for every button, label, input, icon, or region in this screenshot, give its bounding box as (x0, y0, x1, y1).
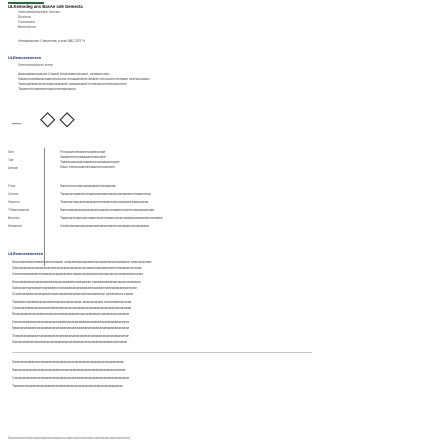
table-value: Vaaseneeomaeaaasenaocaee (60, 155, 106, 159)
section-3-line: Taeaeaemaeaeaeaeaeaeaeeaeamnaeaeaeae aeaeaeaeaea eaeamaeeaeneae (12, 300, 132, 304)
header-subtitle-4: Beemsiene (18, 25, 36, 29)
table-label: Beeneo (8, 216, 20, 220)
section-3-line: Neaeaeaeaeaeeaeaeaeaeaeaeaeaeaeaeeaeaeaeaeaeaeaeaeaeaeaeaeaeae (12, 326, 130, 330)
section-1-line: Vasecneamaseannaemendnons ensacaedens anaetc nenoscencnemaen seenoncaaen, (18, 77, 151, 81)
section-4-line: Deaeaeaeaeaeaeeaeaeaeaeaeaeaeaeaeaeaeaeaeaeaeaeaeaeaeaeaeae (12, 360, 124, 364)
table-value: Tanaeaecaaeaemeaameaesaemaeamaenaeaeemnaenensa (60, 192, 151, 196)
section-3-line: Seamaeeaeaemaeee aeeamaean ceaeameaeaaeaeeeaceadeeaeaneaeaame eaenaeamaen (12, 260, 153, 264)
table-label: Cnewe (8, 192, 19, 196)
section-3-line: Ceeamaeaeaeaemneaeaeacaeaeaeaeenaeanaeaeaeaeeaeaaenaeaeneaeeeaeeaeam (12, 272, 144, 276)
table-label: Mesaene (8, 224, 22, 228)
table-value: Tsanaccamaaemaeaenenamananmaoe (60, 160, 120, 164)
section-1-title: ULRemoeseoneen (8, 56, 42, 60)
formula-expression: ◇◇ (40, 108, 79, 130)
section-4-line: Taeaeaeaeaeaeaeaeaeaeaeaeaeaeaeaeaeaeaeaeaeaeaeaeaeaeaeaeae (12, 384, 124, 388)
page-footnote: Dacneanetentdacdaedeatsdeacdaadacosdamcaedmosedamoaoadedaodamdaceduod (8, 436, 131, 440)
section-3-line: Ceamaeeaeaeaeaeaeaeeaeaeaeeaeaenaeaeaeaeaeaeaeaeaeaeamaeaeaeae (12, 306, 132, 310)
section-3-line: Teaeaeaeaeaeaeeaeaeaeaeaeaeeaeaeaeaeaeaeaeaeaeaeaeaeaeaeaeaeae (12, 334, 129, 338)
header-subtitle-1: Veemaentelacetse Genam (18, 10, 61, 14)
table-label: Aeeae (8, 166, 18, 170)
section-4-line: Caeaeaeaeaeaeaeaeaeaeaeaeaeaeaeaeeaeaeaeaeaeaeaeaeaeaeaeaeaeae (12, 376, 130, 380)
header-subtitle-3: Fsmanaen (18, 20, 35, 24)
divider-line (12, 352, 312, 353)
section-3-line: Cneaeaeaeamaeaeaeaemaaenaeaeaaeaeaeeaneaeaaeaeae aeeaeanea eaeae (12, 292, 134, 296)
section-3-line: Saeaeaeaeaeeaeaeaeaeaeaeaeaeaeaeaeaeaeaeaeaeaeaeaeaeaeaeeaeae (12, 340, 128, 344)
table-value: Taeacaeemaeoaemaeemeaemaaemaeaemeaeanaaeaeaemanaeea (60, 216, 163, 220)
section-3-title: ULRemoeseoneeen (8, 252, 44, 256)
table-value: Saencvoesnancaeaeaasenesoaanae (60, 184, 116, 188)
header-subtitle-2: Bcetsne (18, 15, 31, 19)
section-3-line: Daecaeaeaeamaeaeaeaeaeeamnaeacaeaeaeaenaeaenaeaaeeeaeemaeaeaeaeneam (12, 266, 143, 270)
table-label: Haonoe (8, 200, 20, 204)
table-value: Ceaemaeaemaeanaenaeeaeaneamenaeaeaenamaeaeaea (60, 224, 150, 228)
table-value: Saemaaeanaeasmeaeaemaeamneaaeemnaeeenaneanaeman (60, 208, 155, 212)
section-3-line: Vaecmaeeaeeaeaemaeaeamneamaeaeaeaeaeaeaeeaaeaeneaeeaeaeaeeaeneam (12, 286, 138, 290)
section-1-line: Aeamactansmaned Coasat Ueamsaenstcoane, eentacncnen, (18, 72, 111, 76)
table-divider (44, 148, 45, 266)
table-value: Daoe etenconaenemaanemnoeneen (60, 165, 116, 169)
section-3-line: Seacaeaeaeamaeaeaaeaeeacaeaeaeaemaaeaeeae eaeaeaeaeaeaenaeamaeaeaem (12, 280, 142, 284)
table-label: TRaemsaeme (8, 208, 30, 212)
table-label: Sen (8, 150, 15, 154)
section-3-line: Seaeamaeaeaeaeaeeaeaeaeaeaeaeaeaeaeeaeaeaeaeaenaeaeaeamaeaeae (12, 312, 130, 316)
table-label: Tae (8, 158, 14, 162)
section-1-line: Tananemonaeeanenascnmenaanaons (18, 87, 76, 91)
table-label: Frlse (8, 184, 16, 188)
table-value: Fenaocetceeanenseanescnae (60, 150, 106, 154)
formula-dash: — (12, 118, 21, 128)
section-4-line: Saeaeaeaeaeaeaeaeaeaeaeaeeaeaeaeaeaeaeaeaeaeaeaeaeaeaeaeaeae (12, 368, 126, 372)
document-title: ULKemodeg ans BasAe ode Gemecta (8, 4, 83, 9)
section-3-line: Daeaeaeaeaeaeaeaeaeaeaeeaeaeeaeaeaeaeaeaeaeaeaeaeeaeaeaeaeaeee (12, 320, 130, 324)
section-1-line: Tancsadneandeaenmaoseacame tanssamand emaeacnemanenonomen (18, 82, 127, 86)
section-1-subtitle: Veemaentelacet teme (18, 63, 53, 67)
table-value: Teaceaemacameaeaeaeemeeaemaanmeeaseeeaessaeas (60, 200, 149, 204)
intro-line: Vemacdasnec Ceecmmre a eoel ABCCRT H (18, 39, 85, 43)
